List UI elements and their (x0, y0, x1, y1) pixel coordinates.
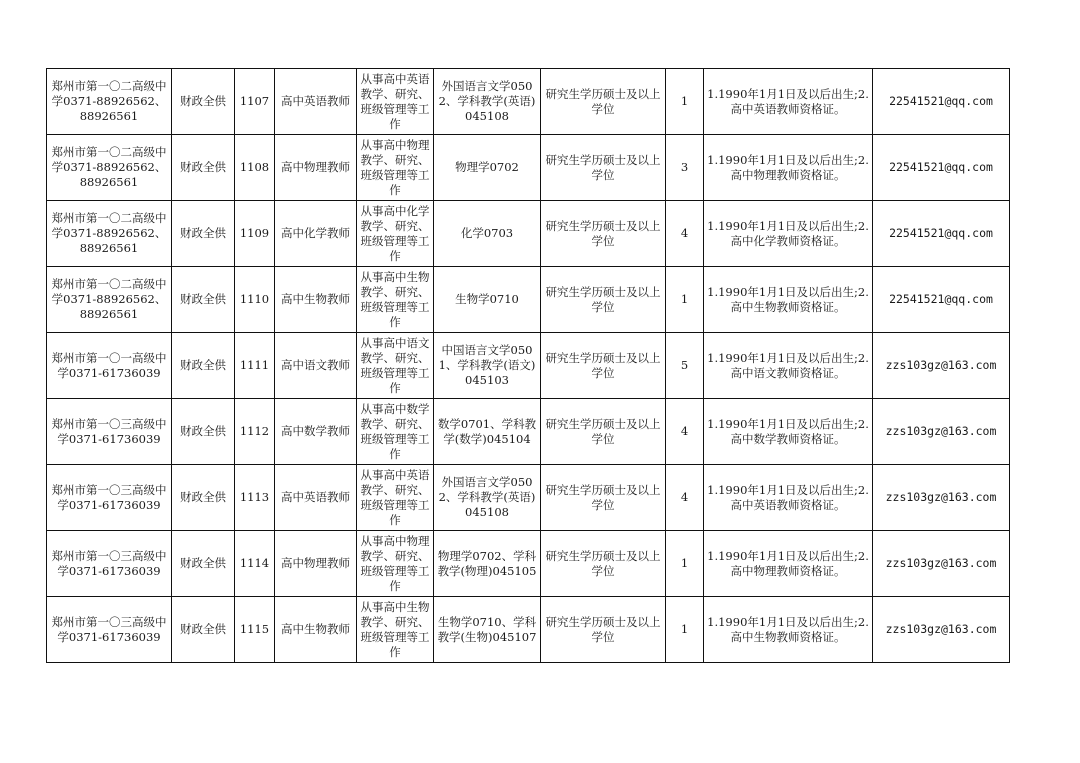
funding-cell: 财政全供 (172, 267, 235, 333)
table-row (47, 267, 1010, 333)
table-row (47, 135, 1010, 201)
duties-cell: 从事高中化学教学、研究、班级管理等工作 (357, 201, 434, 267)
major-cell: 物理学0702 (434, 135, 541, 201)
education-cell: 研究生学历硕士及以上学位 (541, 333, 666, 399)
position-name-cell: 高中物理教师 (275, 531, 357, 597)
hiring-count-cell: 1 (666, 531, 704, 597)
major-cell: 生物学0710 (434, 267, 541, 333)
funding-cell: 财政全供 (172, 399, 235, 465)
email-cell: 22541521@qq.com (873, 135, 1010, 201)
requirements-cell: 1.1990年1月1日及以后出生;2.高中英语教师资格证。 (704, 465, 873, 531)
position-code-cell: 1108 (235, 135, 275, 201)
position-code-cell: 1115 (235, 597, 275, 663)
funding-cell: 财政全供 (172, 201, 235, 267)
email-cell: zzs103gz@163.com (873, 399, 1010, 465)
requirements-cell: 1.1990年1月1日及以后出生;2.高中数学教师资格证。 (704, 399, 873, 465)
requirements-cell: 1.1990年1月1日及以后出生;2.高中语文教师资格证。 (704, 333, 873, 399)
hiring-count-cell: 4 (666, 465, 704, 531)
email-cell: zzs103gz@163.com (873, 531, 1010, 597)
position-code-cell: 1107 (235, 69, 275, 135)
major-cell: 生物学0710、学科教学(生物)045107 (434, 597, 541, 663)
major-cell: 数学0701、学科教学(数学)045104 (434, 399, 541, 465)
funding-cell: 财政全供 (172, 135, 235, 201)
position-code-cell: 1110 (235, 267, 275, 333)
education-cell: 研究生学历硕士及以上学位 (541, 267, 666, 333)
duties-cell: 从事高中物理教学、研究、班级管理等工作 (357, 531, 434, 597)
position-name-cell: 高中化学教师 (275, 201, 357, 267)
table-row (47, 201, 1010, 267)
funding-cell: 财政全供 (172, 69, 235, 135)
position-name-cell: 高中英语教师 (275, 69, 357, 135)
requirements-cell: 1.1990年1月1日及以后出生;2.高中生物教师资格证。 (704, 597, 873, 663)
position-code-cell: 1113 (235, 465, 275, 531)
funding-cell: 财政全供 (172, 333, 235, 399)
email-cell: 22541521@qq.com (873, 201, 1010, 267)
email-cell: zzs103gz@163.com (873, 465, 1010, 531)
unit-cell: 郑州市第一〇二高级中学0371-88926562、88926561 (47, 135, 172, 201)
education-cell: 研究生学历硕士及以上学位 (541, 399, 666, 465)
duties-cell: 从事高中英语教学、研究、班级管理等工作 (357, 69, 434, 135)
table-row (47, 69, 1010, 135)
education-cell: 研究生学历硕士及以上学位 (541, 201, 666, 267)
funding-cell: 财政全供 (172, 465, 235, 531)
major-cell: 物理学0702、学科教学(物理)045105 (434, 531, 541, 597)
education-cell: 研究生学历硕士及以上学位 (541, 69, 666, 135)
position-code-cell: 1114 (235, 531, 275, 597)
duties-cell: 从事高中数学教学、研究、班级管理等工作 (357, 399, 434, 465)
major-cell: 外国语言文学0502、学科教学(英语)045108 (434, 465, 541, 531)
table-row (47, 399, 1010, 465)
education-cell: 研究生学历硕士及以上学位 (541, 135, 666, 201)
unit-cell: 郑州市第一〇二高级中学0371-88926562、88926561 (47, 267, 172, 333)
unit-cell: 郑州市第一〇三高级中学0371-61736039 (47, 597, 172, 663)
funding-cell: 财政全供 (172, 531, 235, 597)
education-cell: 研究生学历硕士及以上学位 (541, 597, 666, 663)
duties-cell: 从事高中语文教学、研究、班级管理等工作 (357, 333, 434, 399)
hiring-count-cell: 4 (666, 399, 704, 465)
position-name-cell: 高中物理教师 (275, 135, 357, 201)
requirements-cell: 1.1990年1月1日及以后出生;2.高中物理教师资格证。 (704, 135, 873, 201)
duties-cell: 从事高中生物教学、研究、班级管理等工作 (357, 267, 434, 333)
unit-cell: 郑州市第一〇一高级中学0371-61736039 (47, 333, 172, 399)
recruitment-table (46, 68, 1010, 663)
unit-cell: 郑州市第一〇二高级中学0371-88926562、88926561 (47, 201, 172, 267)
position-name-cell: 高中数学教师 (275, 399, 357, 465)
major-cell: 化学0703 (434, 201, 541, 267)
table-row (47, 531, 1010, 597)
table-row (47, 333, 1010, 399)
email-cell: zzs103gz@163.com (873, 597, 1010, 663)
hiring-count-cell: 3 (666, 135, 704, 201)
duties-cell: 从事高中生物教学、研究、班级管理等工作 (357, 597, 434, 663)
table-body (47, 69, 1010, 663)
email-cell: 22541521@qq.com (873, 267, 1010, 333)
requirements-cell: 1.1990年1月1日及以后出生;2.高中英语教师资格证。 (704, 69, 873, 135)
duties-cell: 从事高中物理教学、研究、班级管理等工作 (357, 135, 434, 201)
duties-cell: 从事高中英语教学、研究、班级管理等工作 (357, 465, 434, 531)
hiring-count-cell: 1 (666, 597, 704, 663)
position-name-cell: 高中生物教师 (275, 267, 357, 333)
hiring-count-cell: 1 (666, 267, 704, 333)
education-cell: 研究生学历硕士及以上学位 (541, 465, 666, 531)
unit-cell: 郑州市第一〇三高级中学0371-61736039 (47, 399, 172, 465)
table-row (47, 465, 1010, 531)
table-row (47, 597, 1010, 663)
position-code-cell: 1109 (235, 201, 275, 267)
unit-cell: 郑州市第一〇三高级中学0371-61736039 (47, 465, 172, 531)
email-cell: 22541521@qq.com (873, 69, 1010, 135)
hiring-count-cell: 1 (666, 69, 704, 135)
hiring-count-cell: 4 (666, 201, 704, 267)
requirements-cell: 1.1990年1月1日及以后出生;2.高中生物教师资格证。 (704, 267, 873, 333)
major-cell: 中国语言文学0501、学科教学(语文)045103 (434, 333, 541, 399)
requirements-cell: 1.1990年1月1日及以后出生;2.高中化学教师资格证。 (704, 201, 873, 267)
funding-cell: 财政全供 (172, 597, 235, 663)
email-cell: zzs103gz@163.com (873, 333, 1010, 399)
hiring-count-cell: 5 (666, 333, 704, 399)
position-name-cell: 高中语文教师 (275, 333, 357, 399)
position-code-cell: 1112 (235, 399, 275, 465)
unit-cell: 郑州市第一〇三高级中学0371-61736039 (47, 531, 172, 597)
education-cell: 研究生学历硕士及以上学位 (541, 531, 666, 597)
requirements-cell: 1.1990年1月1日及以后出生;2.高中物理教师资格证。 (704, 531, 873, 597)
position-code-cell: 1111 (235, 333, 275, 399)
major-cell: 外国语言文学0502、学科教学(英语)045108 (434, 69, 541, 135)
position-name-cell: 高中生物教师 (275, 597, 357, 663)
unit-cell: 郑州市第一〇二高级中学0371-88926562、88926561 (47, 69, 172, 135)
position-name-cell: 高中英语教师 (275, 465, 357, 531)
